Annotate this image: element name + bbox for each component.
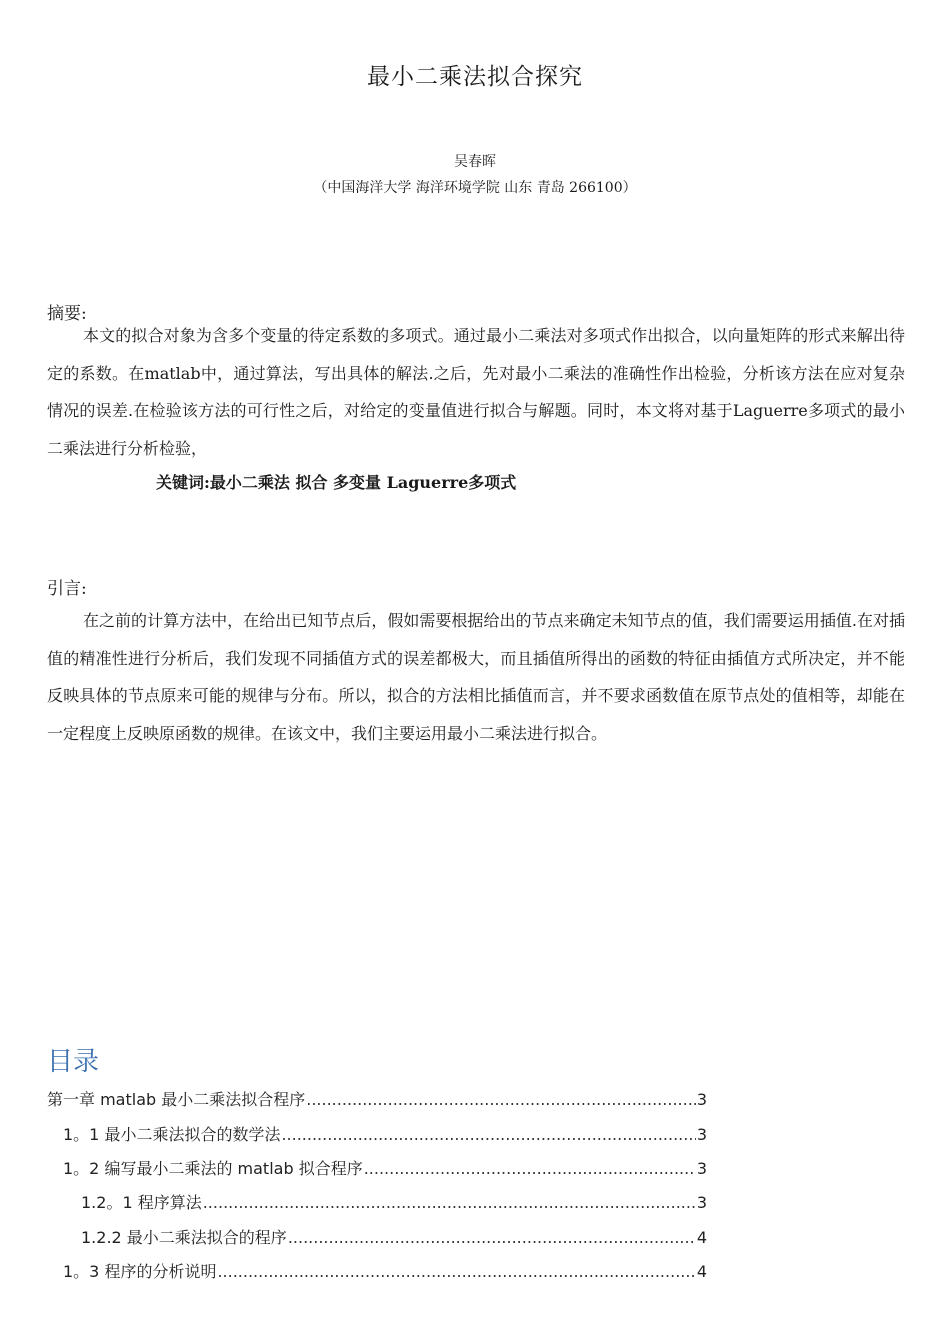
toc-entry-label: 1.2.2 最小二乘法拟合的程序: [81, 1228, 287, 1247]
keywords-line: 关键词:最小二乘法 拟合 多变量 Laguerre多项式: [156, 473, 517, 492]
toc-entry-page: 3: [696, 1090, 707, 1109]
toc-entry[interactable]: [47, 1087, 707, 1110]
abstract-body: 本文的拟合对象为含多个变量的待定系数的多项式。通过最小二乘法对多项式作出拟合，以向量矩阵的形式来解出待定的系数。在matlab中，通过算法，写出具体的解法.之后，先对最小二乘法的准确性作出检验，分析该方法在应对复杂情况的误差.在检验该方法的可行性之后，对给定的变量值进行拟合与解题。同时，本文将对基于Laguerre多项式的最小二乘法进行分析检验，: [47, 326, 905, 458]
toc-leader: [203, 1193, 696, 1212]
toc-entry-label: 1。3 程序的分析说明: [63, 1262, 217, 1281]
toc-leader: [364, 1159, 696, 1178]
author-name: 吴春晖: [454, 154, 496, 170]
toc-entry-label: 1。1 最小二乘法拟合的数学法: [63, 1125, 281, 1144]
toc-leader: [306, 1090, 696, 1109]
toc-entry[interactable]: [63, 1122, 707, 1145]
toc-entry-label: 1.2。1 程序算法: [81, 1193, 202, 1212]
toc-entry-page: 3: [696, 1125, 707, 1144]
author-affiliation: （中国海洋大学 海洋环境学院 山东 青岛 266100）: [313, 180, 637, 196]
toc-entry-label: 第一章 matlab 最小二乘法拟合程序: [47, 1090, 306, 1109]
toc-leader: [281, 1125, 695, 1144]
toc-entry-page: 4: [696, 1262, 707, 1281]
toc-entry-page: 4: [696, 1228, 707, 1247]
intro-heading: 引言:: [47, 579, 87, 599]
toc-entry[interactable]: [81, 1190, 707, 1213]
toc-entry-page: 3: [696, 1193, 707, 1212]
abstract-heading: 摘要:: [47, 304, 87, 324]
toc-entry-page: 3: [696, 1159, 707, 1178]
intro-body: 在之前的计算方法中，在给出已知节点后，假如需要根据给出的节点来确定未知节点的值，我们需要运用插值.在对插值的精准性进行分析后，我们发现不同插值方式的误差都极大，而且插值所得出的函数的特征由插值方式所决定，并不能反映具体的节点原来可能的规律与分布。所以，拟合的方法相比插值而言，并不要求函数值在原节点处的值相等，却能在一定程度上反映原函数的规律。在该文中，我们主要运用最小二乘法进行拟合。: [47, 611, 905, 743]
toc-entry[interactable]: [63, 1156, 707, 1179]
toc-title: 目录: [47, 1047, 100, 1077]
toc-entry[interactable]: [63, 1259, 707, 1282]
document-title: 最小二乘法拟合探究: [367, 64, 583, 90]
toc-entry-label: 1。2 编写最小二乘法的 matlab 拟合程序: [63, 1159, 363, 1178]
toc-leader: [217, 1262, 695, 1281]
toc-entry[interactable]: [81, 1225, 707, 1248]
toc-leader: [288, 1228, 696, 1247]
